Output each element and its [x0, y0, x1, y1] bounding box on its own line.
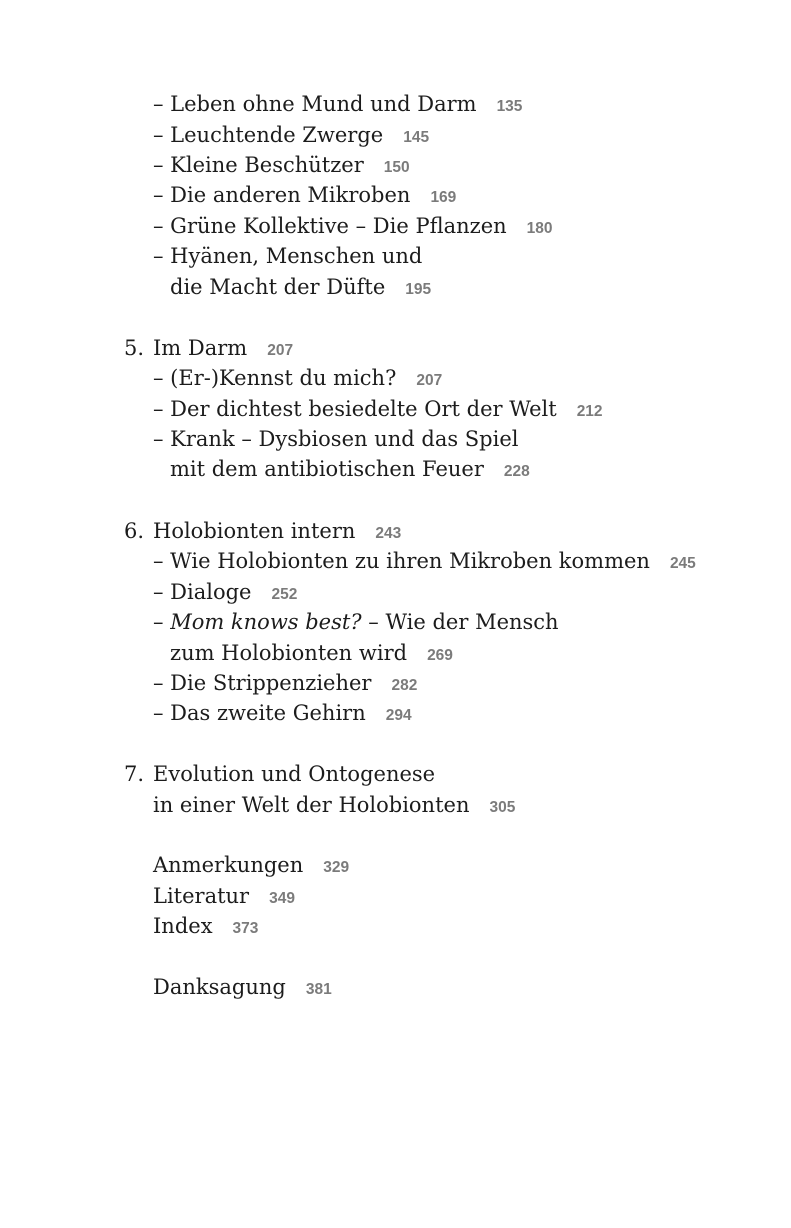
- page-number: 245: [669, 555, 696, 572]
- entry-title: – Leuchtende Zwerge: [153, 123, 384, 147]
- entry-title: Im Darm: [153, 336, 248, 360]
- page-number: 207: [267, 342, 294, 359]
- page-number: 381: [305, 981, 332, 998]
- entry-title: die Macht der Düfte: [170, 275, 386, 299]
- page-number: 243: [375, 525, 402, 542]
- entry-title: – Wie Holobionten zu ihren Mikroben kommen: [153, 549, 650, 573]
- page-number: 212: [576, 403, 603, 420]
- entry-title: – (Er-)Kennst du mich?: [153, 366, 397, 390]
- back-matter-entry: [153, 972, 332, 1005]
- page-number: 135: [496, 98, 523, 115]
- entry-title: in einer Welt der Holobionten: [153, 793, 470, 817]
- entry-title: mit dem antibiotischen Feuer: [170, 457, 484, 481]
- page-number: 305: [489, 799, 516, 816]
- toc-entry: [153, 180, 456, 213]
- toc-entry-continuation: [170, 454, 530, 487]
- toc-entry: [153, 577, 297, 610]
- entry-title: – Kleine Beschützer: [153, 153, 364, 177]
- toc-entry: [153, 698, 412, 731]
- entry-title: Evolution und Ontogenese: [153, 762, 436, 786]
- chapter-number: 7.: [124, 762, 145, 786]
- entry-title: Index: [153, 914, 213, 938]
- entry-prefix: –: [153, 610, 171, 634]
- back-matter-entry: [153, 850, 349, 883]
- page-number: 349: [269, 890, 295, 907]
- entry-title: – Das zweite Gehirn: [153, 701, 366, 725]
- page-number: 269: [427, 647, 453, 664]
- entry-title: Holobionten intern: [153, 519, 356, 543]
- page-number: 145: [403, 129, 430, 146]
- toc-entry: [153, 363, 442, 396]
- back-matter-entry: [153, 911, 258, 944]
- entry-title: – Der dichtest besiedelte Ort der Welt: [153, 397, 557, 421]
- entry-title: – Krank – Dysbiosen und das Spiel: [153, 427, 519, 451]
- page-number: 329: [323, 859, 350, 876]
- toc-entry: [153, 668, 417, 701]
- toc-entry: [153, 211, 553, 244]
- page-number: 195: [405, 281, 432, 298]
- toc-entry-continuation: [170, 638, 453, 671]
- page-number: 252: [271, 586, 298, 603]
- entry-title: zum Holobionten wird: [170, 641, 408, 665]
- chapter-title-continuation: [153, 790, 515, 823]
- entry-title: – Die anderen Mikroben: [153, 183, 411, 207]
- chapter-title: [153, 333, 293, 366]
- entry-title: – Hyänen, Menschen und: [153, 244, 423, 268]
- back-matter-entry: [153, 881, 295, 914]
- page-number: 207: [416, 372, 443, 389]
- page-number: 294: [385, 707, 412, 724]
- entry-italic-title: Mom knows best?: [170, 610, 362, 634]
- toc-entry: [153, 241, 422, 271]
- toc-entry-continuation: [170, 272, 431, 305]
- entry-title: Literatur: [153, 884, 250, 908]
- entry-title: Danksagung: [153, 975, 286, 999]
- toc-entry: [153, 120, 429, 153]
- chapter-number: 6.: [124, 519, 145, 543]
- toc-entry: [153, 546, 696, 579]
- entry-title: Anmerkungen: [153, 853, 304, 877]
- page-number: 282: [391, 677, 418, 694]
- chapter-number: 5.: [124, 336, 145, 360]
- toc-entry: [153, 607, 559, 637]
- page-number: 373: [232, 920, 259, 937]
- page-number: 180: [526, 220, 553, 237]
- entry-title: – Grüne Kollektive – Die Pflanzen: [153, 214, 507, 238]
- toc-entry: [153, 150, 410, 183]
- entry-title: – Wie der Mensch: [361, 610, 559, 634]
- chapter-title: [153, 516, 401, 549]
- toc-entry: [153, 394, 603, 427]
- page-number: 150: [383, 159, 410, 176]
- toc-entry: [153, 424, 518, 454]
- page-number: 228: [503, 463, 530, 480]
- toc-entry: [153, 89, 522, 122]
- entry-title: – Leben ohne Mund und Darm: [153, 92, 477, 116]
- entry-title: – Die Strippenzieher: [153, 671, 372, 695]
- entry-title: – Dialoge: [153, 580, 252, 604]
- page-number: 169: [430, 189, 457, 206]
- chapter-title: [153, 759, 435, 789]
